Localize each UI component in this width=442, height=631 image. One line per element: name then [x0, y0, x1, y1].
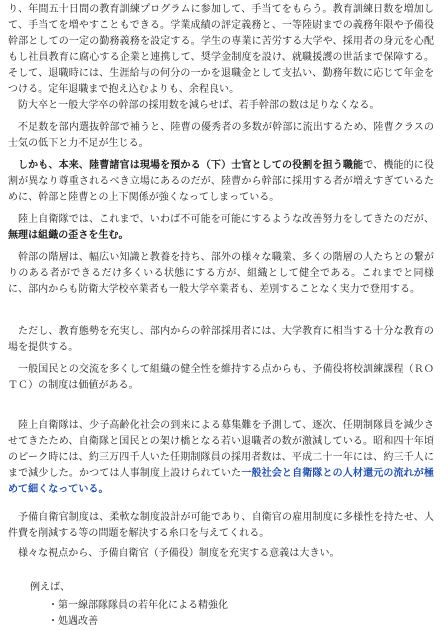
- paragraph-significance: 様々な視点から、予備自衛官（予備役）制度を充実する意義は大きい。: [18, 548, 340, 559]
- paragraph-gsdf-efforts-text: 陸上自衛隊では、これまで、いわば不可能を可能にするような改善努力をしてきたのだが、: [18, 214, 434, 225]
- paragraph-education: ただし、教育態勢を充実し、部内からの幹部採用者には、大学教育に相当する十分な教育の場を提供する。: [8, 326, 434, 353]
- list-item: ・第一線部隊隊員の若年化による精強化: [48, 600, 228, 611]
- paragraph-rotc-value: 一般国民との交流を多くして組織の健全性を維持する点からも、予備役将校訓練課程（ＲＯＴＣ）の制度は価値がある。: [8, 364, 434, 391]
- paragraph-fixed-term: [8, 418, 434, 498]
- emphasis-talent-flow: 一般社会と自衛隊との人材還元の流れが極めて細くなっている。: [8, 468, 435, 495]
- paragraph-nco-role: [8, 158, 434, 206]
- examples-intro: 例えば、: [30, 582, 70, 593]
- paragraph-nco-outflow: 不足数を部内選抜幹部で補うと、陸曹の優秀者の多数が幹部に流出するため、陸曹クラスの士気の低下と力不足が生じる。: [8, 122, 434, 149]
- list-item: ・処遇改善: [48, 616, 98, 627]
- emphasis-nco-role-intro: しかも、本来、: [18, 160, 90, 171]
- emphasis-nco-role: 陸曹諸官は現場を預かる（下）士官としての役割を担う職能: [89, 160, 364, 171]
- paragraph-nco-role-rest: で、機能的に役割が異なり尊重されるべき立場にあるのだが、陸曹から幹部に採用する者が増えすぎているために、幹部と陸曹との上下関係が強くなってしまっている。: [8, 160, 434, 203]
- paragraph-gsdf-efforts: [8, 212, 434, 244]
- paragraph-officer-diversity: 幹部の階層は、幅広い知識と教養を持ち、部外の様々な職業、多くの階層の人たちとの繋がりのある者ができるだけ多くいる状態にする方が、組織として健全である。これまでと同様に、部内からも防衛大学校卒業者も一般大学卒業者も、差別することなく実力で登用する。: [8, 252, 434, 295]
- paragraph-reserve-system: 予備自衛官制度は、柔軟な制度設計が可能であり、自衛官の雇用制度に多様性を持たせ、人件費を削減する等の問題を解決する糸口を与えてくれる。: [8, 512, 434, 539]
- paragraph-fixed-term-text: 陸上自衛隊は、少子高齢化社会の到来による募集難を予測して、逐次、任期制隊員を減少させてきたため、自衛隊と国民との架け橋となる若い退職者の数が激減している。昭和四十年頃のピーク時には、約三万四千人いた任期制隊員の採用者数は、平成二十一年には、約三千人にまで減少した。かつては人事制度上設けられていた: [8, 420, 434, 479]
- emphasis-distortion: 無理は組織の歪さを生む。: [8, 230, 129, 241]
- paragraph-young-officers: 防大卒と一般大学卒の幹部の採用数を減らせば、若手幹部の数は足りなくなる。: [18, 100, 380, 111]
- paragraph-rotc-program: り、年間五十日間の教育訓練プログラムに参加して、手当てをもらう。教育訓練日数を増加して、手当てを増やすこともできる。学業成績の評定義務と、一等陸尉までの義務年限や予備役幹部としての一定の勤務義務を設定する。学生の専業に苦労する大学や、採用者の身元を心配もし社員教育に腐心する企業と連携して、奨学金制度を設け、就職援護の世話まで保障する。そして、退職時には、生涯給与の何分の一かを退職金として支払い、勤務年数に応じて年金をつける。定年退職まで抱え込むよりも、余程良い。: [8, 4, 434, 95]
